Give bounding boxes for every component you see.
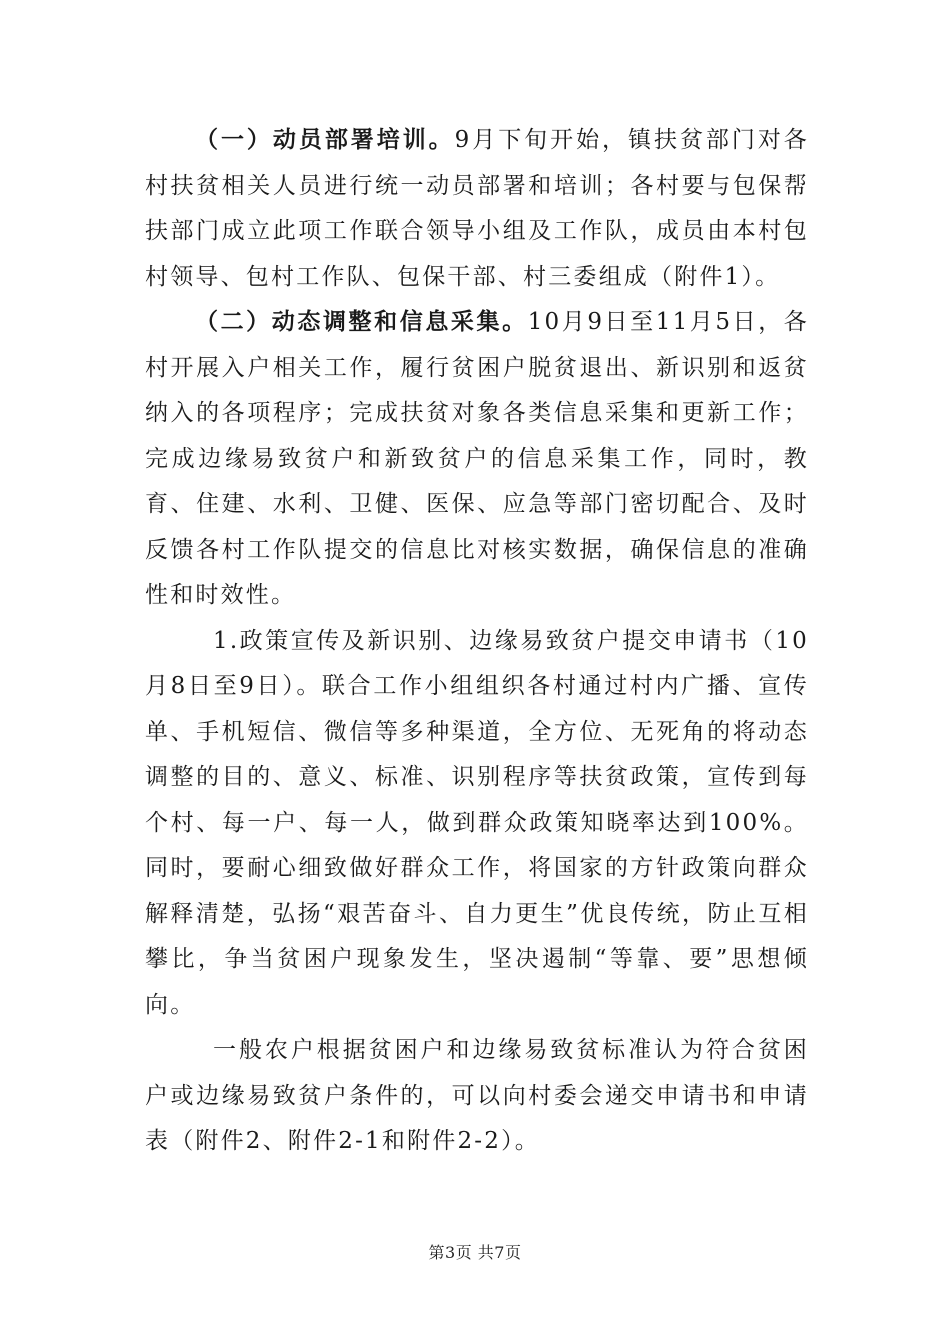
body-dynamic-adjustment: 10月9日至11月5日，各村开展入户相关工作，履行贫困户脱贫退出、新识别和返贫纳入的各项程序；完成扶贫对象各类信息采集和更新工作；完成边缘易致贫户和新致贫户的信息采集工作，同时，教育、住建、水利、卫健、医保、应急等部门密切配合、及时反馈各村工作队提交的信息比对核实数据，确保信息的准确性和时效性。 (145, 309, 809, 608)
document-body (145, 118, 809, 1165)
heading-mobilization: （一）动员部署培训。 (195, 127, 455, 153)
paragraph-dynamic-adjustment (145, 300, 809, 619)
paragraph-application: 一般农户根据贫困户和边缘易致贫标准认为符合贫困户或边缘易致贫户条件的，可以向村委会递交申请书和申请表（附件2、附件2-1和附件2-2）。 (145, 1037, 809, 1154)
paragraph-mobilization (145, 118, 809, 300)
body-mobilization: 9月下旬开始，镇扶贫部门对各村扶贫相关人员进行统一动员部署和培训；各村要与包保帮扶部门成立此项工作联合领导小组及工作队，成员由本村包村领导、包村工作队、包保干部、村三委组成（附件1）。 (145, 127, 810, 290)
paragraph-policy-publicity: 1.政策宣传及新识别、边缘易致贫户提交申请书（10月8日至9日）。联合工作小组组织各村通过村内广播、宣传单、手机短信、微信等多种渠道，全方位、无死角的将动态调整的目的、意义、标准、识别程序等扶贫政策，宣传到每个村、每一户、每一人，做到群众政策知晓率达到100%。同时，要耐心细致做好群众工作，将国家的方针政策向群众解释清楚，弘扬“艰苦奋斗、自力更生”优良传统，防止互相攀比，争当贫困户现象发生，坚决遏制“等靠、要”思想倾向。 (145, 627, 809, 1018)
page-number-footer: 第3页 共7页 (428, 1243, 522, 1262)
heading-dynamic-adjustment: （二）动态调整和信息采集。 (195, 309, 528, 335)
